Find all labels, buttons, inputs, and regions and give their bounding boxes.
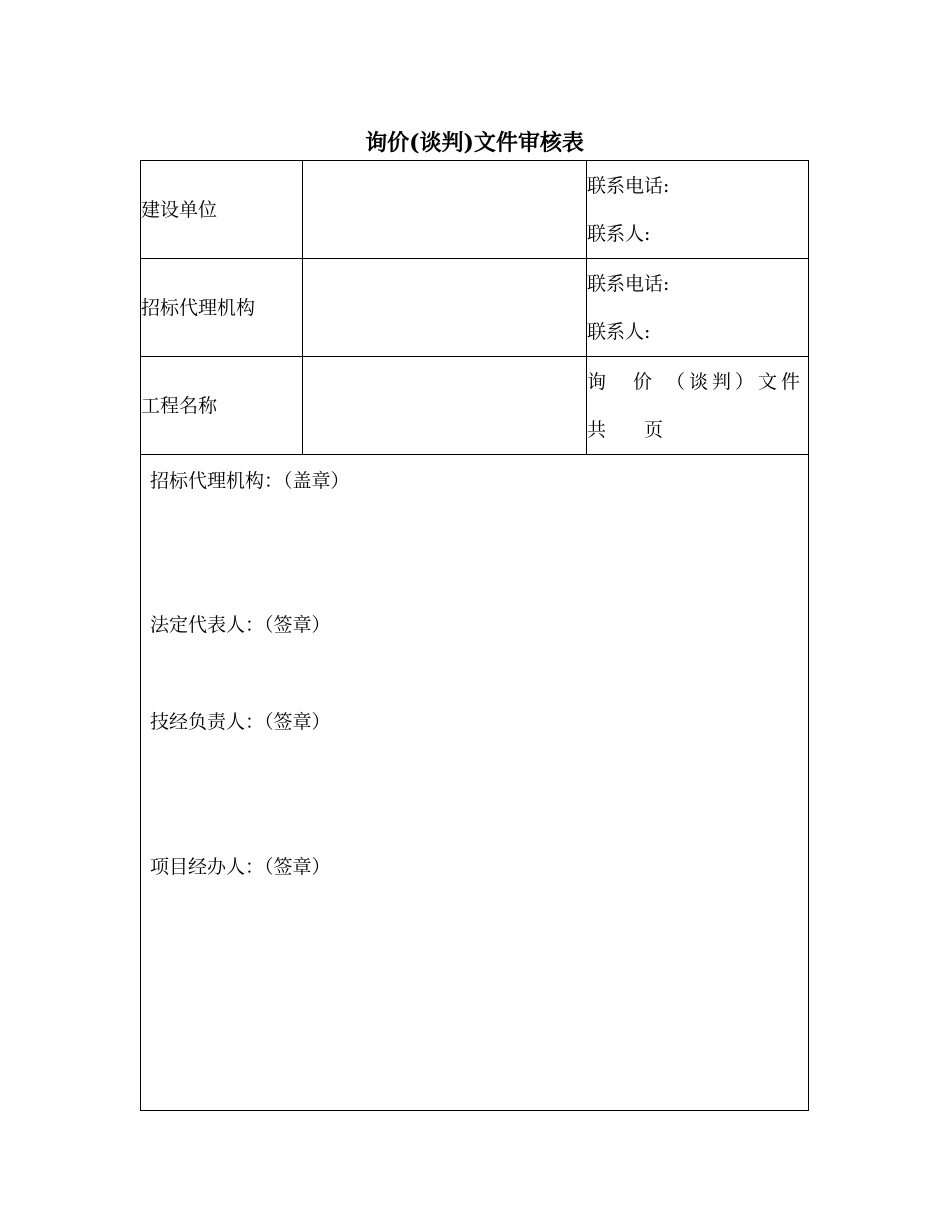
signature-cell <box>141 455 809 1111</box>
bidding-agency-value <box>303 259 587 357</box>
page-title: 询价(谈判)文件审核表 <box>365 130 584 156</box>
legal-representative-label: 法定代表人：（签章） <box>150 614 331 636</box>
table-row-bidding-agency <box>141 259 809 357</box>
agency-seal-label: 招标代理机构：（盖章） <box>150 470 350 492</box>
construction-unit-label: 建设单位 <box>141 161 303 259</box>
page-count-label: 共 页 <box>587 418 664 441</box>
review-table <box>140 160 809 1111</box>
contact-phone-label: 联系电话: <box>587 272 670 295</box>
contact-person-label: 联系人: <box>587 222 651 245</box>
contact-phone-label: 联系电话: <box>587 174 670 197</box>
table-row-project-name <box>141 357 809 455</box>
construction-unit-contact <box>587 161 809 259</box>
project-handler-label: 项目经办人：（签章） <box>150 856 331 878</box>
construction-unit-value <box>303 161 587 259</box>
project-name-label: 工程名称 <box>141 357 303 455</box>
table-row-construction-unit <box>141 161 809 259</box>
contact-person-label: 联系人: <box>587 320 651 343</box>
bidding-agency-contact <box>587 259 809 357</box>
project-name-value <box>303 357 587 455</box>
table-row-signatures <box>141 455 809 1111</box>
inquiry-document-label: 询 价 （谈判）文件 <box>587 370 805 393</box>
tech-econ-lead-label: 技经负责人：（签章） <box>150 711 331 733</box>
bidding-agency-label: 招标代理机构 <box>141 259 303 357</box>
inquiry-document-pages <box>587 357 809 455</box>
